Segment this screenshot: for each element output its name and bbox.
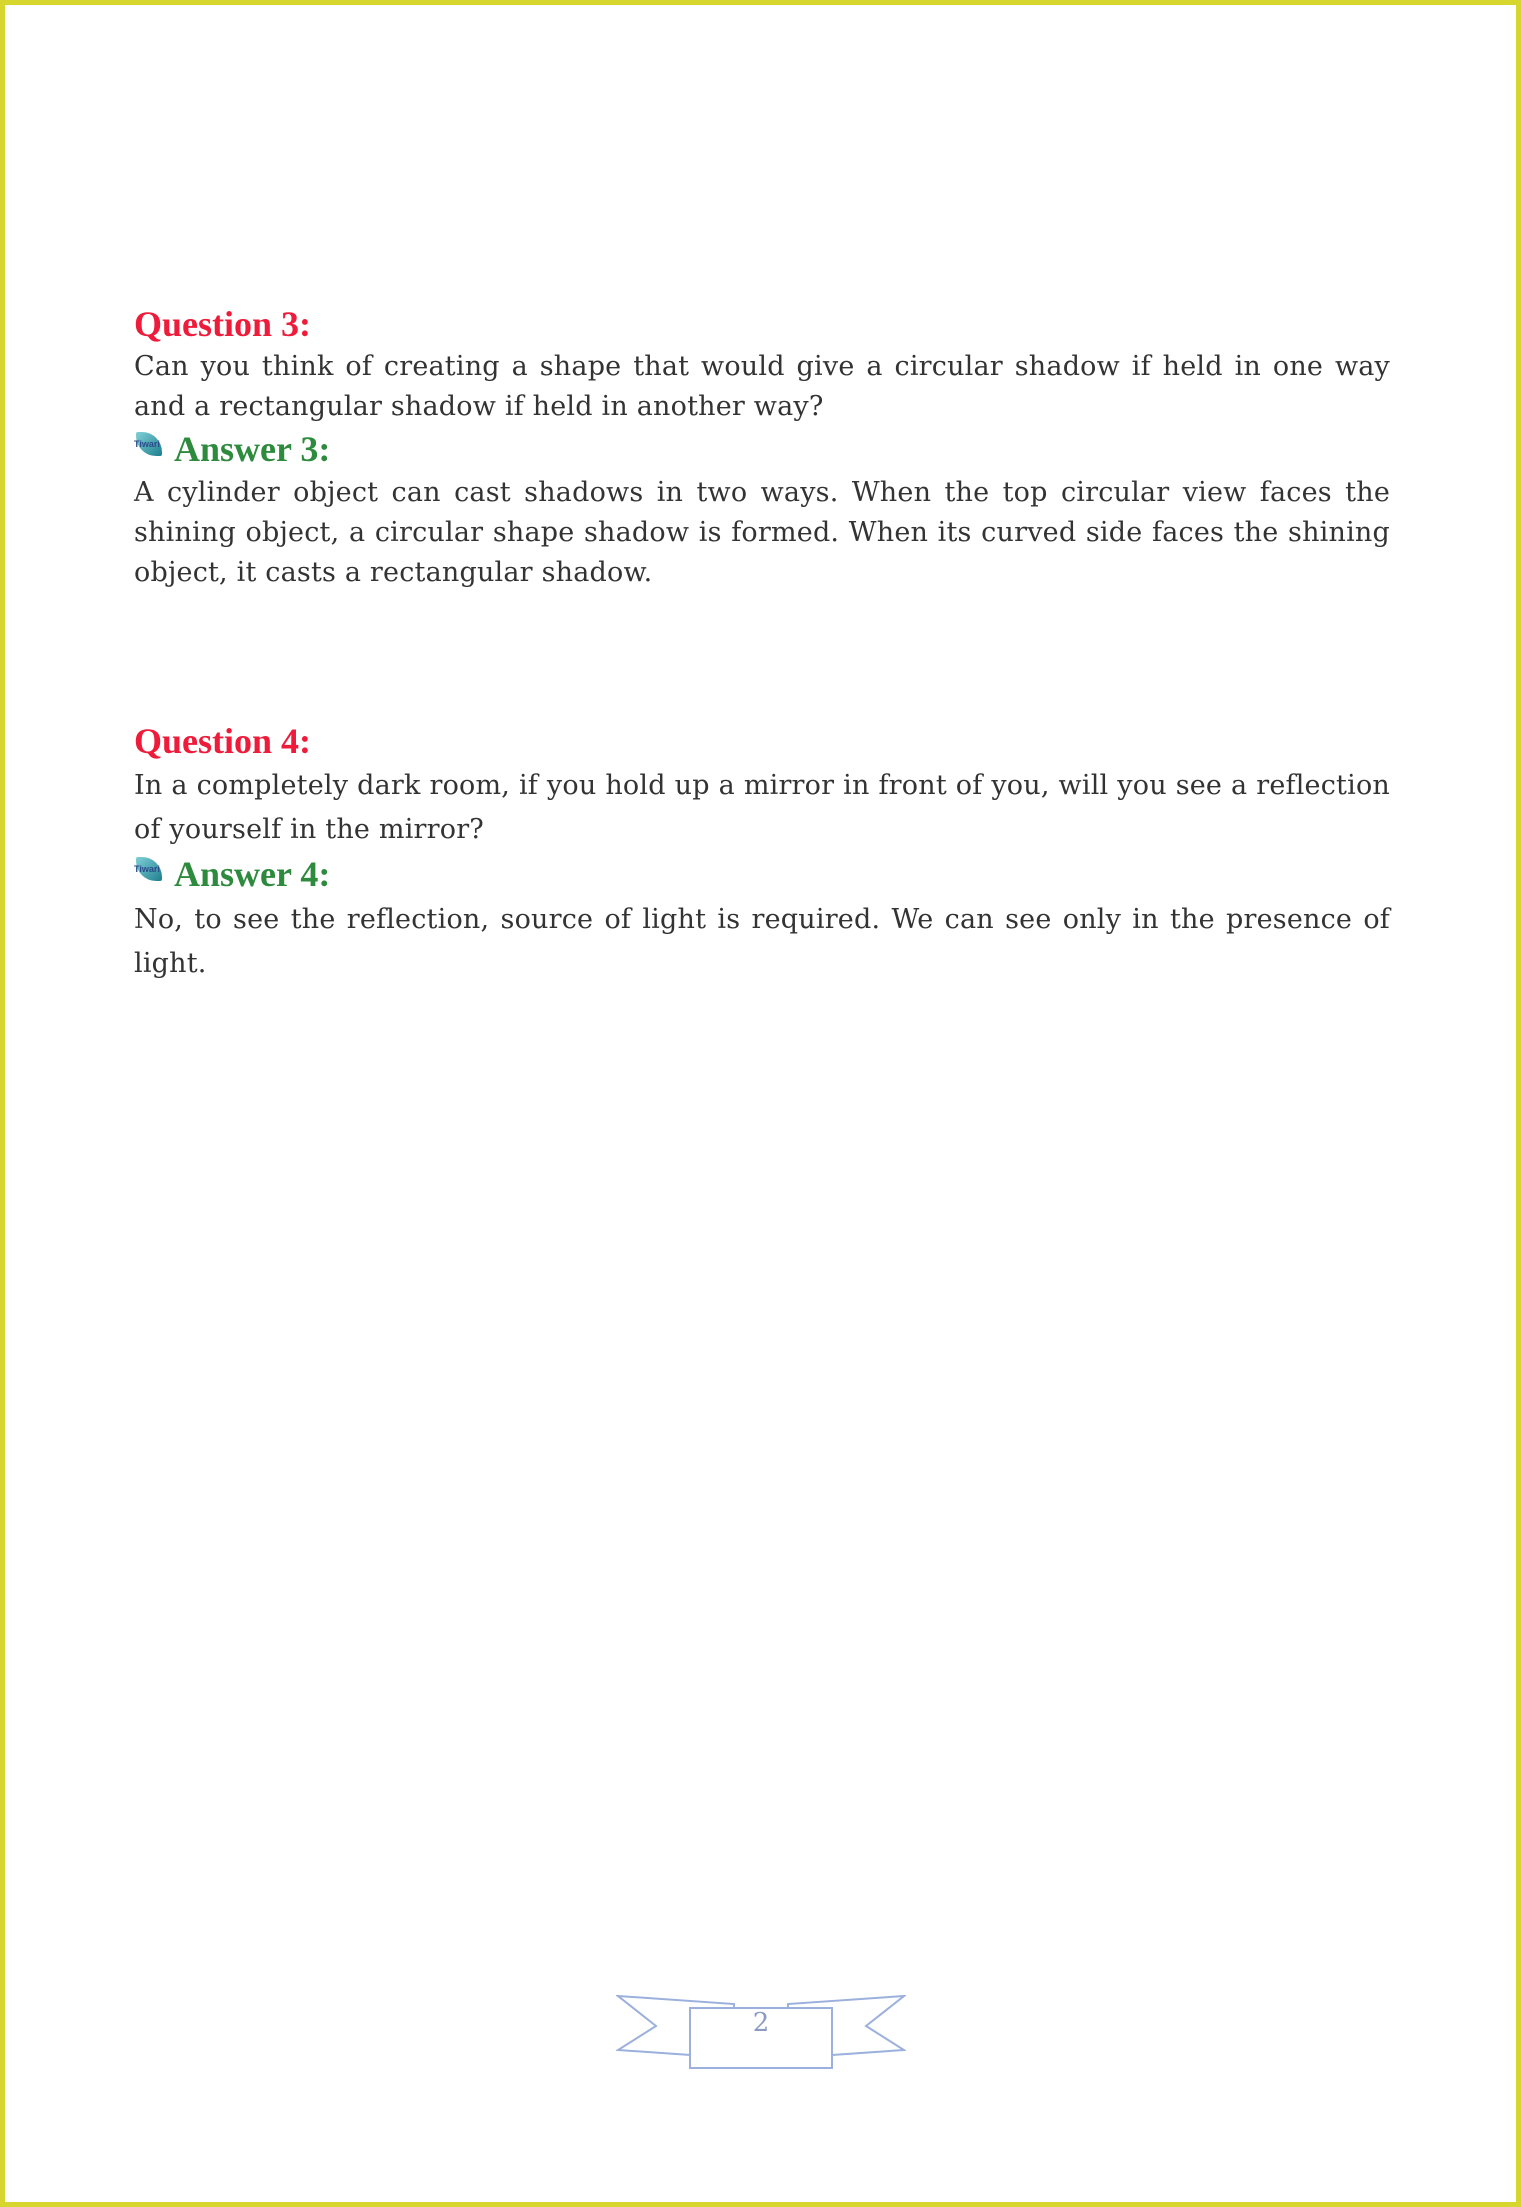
answer-label: Answer 3: [174, 429, 331, 469]
leaf-logo-icon: Tiwari [134, 432, 166, 466]
qa-item-3 [134, 302, 1390, 593]
question-text: In a completely dark room, if you hold up a mirror in front of you, will you see a reflection of yourself in the mirror? [134, 770, 1390, 845]
answer-text: No, to see the reflection, source of light is required. We can see only in the presence of light. [134, 904, 1390, 979]
page-number: 2 [752, 2008, 770, 2038]
question-label: Question 3: [134, 304, 312, 344]
answer-label: Answer 4: [174, 854, 331, 894]
leaf-logo-icon: Tiwari [134, 857, 166, 891]
qa-item-4 [134, 719, 1390, 986]
question-text: Can you think of creating a shape that would give a circular shadow if held in one way and a rectangular shadow if held in another way? [134, 351, 1390, 422]
answer-text: A cylinder object can cast shadows in two ways. When the top circular view faces the shining object, a circular shape shadow is formed. When its curved side faces the shining object, it casts a rectangular shadow. [134, 477, 1390, 588]
answer-heading [134, 852, 1390, 896]
question-label: Question 4: [134, 721, 312, 761]
answer-heading [134, 427, 1390, 471]
page-number-ribbon [616, 1988, 906, 2072]
